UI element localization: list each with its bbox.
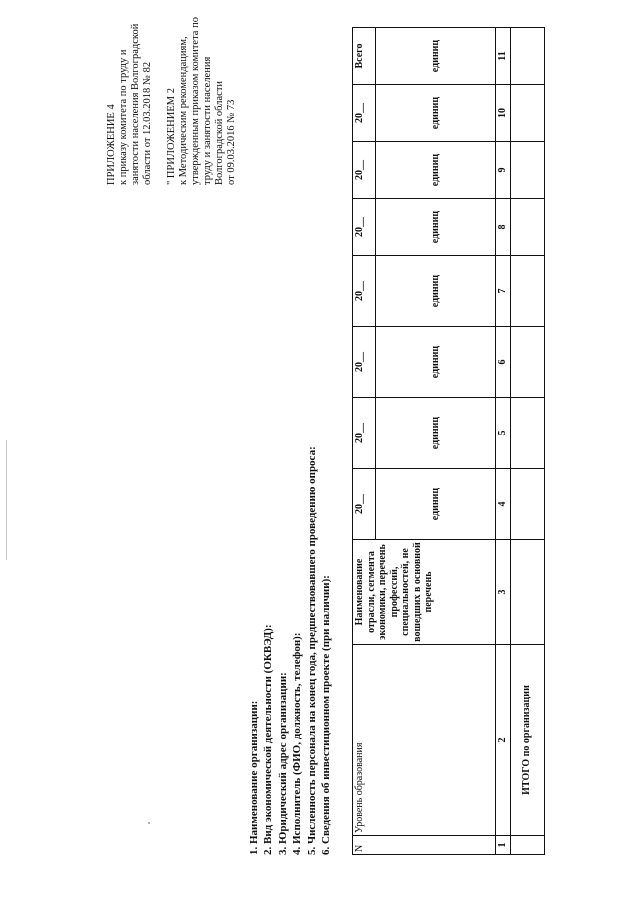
unit-label: единиц: [376, 142, 496, 199]
header-year: 20__: [353, 142, 376, 199]
unit-label: единиц: [376, 199, 496, 256]
appendix-line: труду и занятости населения: [202, 56, 213, 185]
appendix-line: ПРИЛОЖЕНИЕ 4: [106, 104, 117, 185]
column-number: 2: [496, 645, 511, 836]
unit-label: единиц: [376, 28, 496, 85]
header-year: 20__: [353, 327, 376, 398]
empty-cell: [510, 85, 544, 142]
header-industry-name: Наименование отрасли, сегмента экономики, перечень профессий, специальностей, не вошедших в основной перечень: [353, 540, 496, 645]
field-okved: 2. Вид экономической деятельности (ОКВЭД):: [262, 624, 275, 855]
field-staff-count: 5. Численность персонала на конец года, предшествовавшего проведению опроса:: [305, 446, 318, 855]
table-numbering-row: [496, 28, 511, 855]
empty-cell: [510, 327, 544, 398]
appendix-line: области от 12.03.2018 № 82: [142, 61, 153, 185]
empty-cell: [510, 256, 544, 327]
appendix-line: к Методическим рекомендациям,: [178, 36, 189, 185]
total-row-n: [510, 836, 544, 855]
field-executor: 4. Исполнитель (ФИО, должность, телефон):: [291, 632, 304, 855]
empty-cell: [510, 28, 544, 85]
column-number: 6: [496, 327, 511, 398]
header-education-level: Уровень образования: [353, 645, 496, 836]
header-year: 20__: [353, 469, 376, 540]
column-number: 8: [496, 199, 511, 256]
unit-label: единиц: [376, 469, 496, 540]
header-year: 20__: [353, 85, 376, 142]
appendix-line: от 09.03.2016 № 73: [226, 99, 237, 185]
field-investment-project: 6. Сведения об инвестиционном проекте (при наличии):: [320, 575, 333, 855]
column-number: 10: [496, 85, 511, 142]
appendix-line: " ПРИЛОЖЕНИЕМ 2: [166, 88, 177, 185]
unit-label: единиц: [376, 85, 496, 142]
header-year: 20__: [353, 256, 376, 327]
appendix-line: утвержденным приказом комитета по: [190, 17, 201, 185]
header-year: 20__: [353, 398, 376, 469]
unit-label: единиц: [376, 398, 496, 469]
empty-cell: [510, 398, 544, 469]
empty-cell: [510, 199, 544, 256]
empty-cell: [510, 540, 544, 645]
data-table: [352, 27, 545, 855]
header-n: N: [353, 836, 496, 855]
field-organization-name: 1. Наименование организации:: [248, 700, 260, 855]
appendix-block: [106, 15, 238, 185]
column-number: 11: [496, 28, 511, 85]
total-row-label: ИТОГО по организации: [510, 645, 544, 836]
column-number: 1: [496, 836, 511, 855]
column-number: 4: [496, 469, 511, 540]
unit-label: единиц: [376, 256, 496, 327]
column-number: 9: [496, 142, 511, 199]
appendix-line: Волгоградской области: [214, 80, 225, 185]
header-total: Всего: [353, 28, 376, 85]
header-year: 20__: [353, 199, 376, 256]
appendix-line: занятости населения Волгоградской: [130, 23, 141, 185]
unit-label: единиц: [376, 327, 496, 398]
field-legal-address: 3. Юридический адрес организации:: [276, 672, 289, 855]
column-number: 3: [496, 540, 511, 645]
empty-cell: [510, 469, 544, 540]
table-header-row: [353, 28, 376, 855]
column-number: 5: [496, 398, 511, 469]
table-total-row: [510, 28, 544, 855]
empty-cell: [510, 142, 544, 199]
form-fields: [247, 446, 333, 855]
column-number: 7: [496, 256, 511, 327]
appendix-line: к приказу комитета по труду и: [118, 49, 129, 185]
